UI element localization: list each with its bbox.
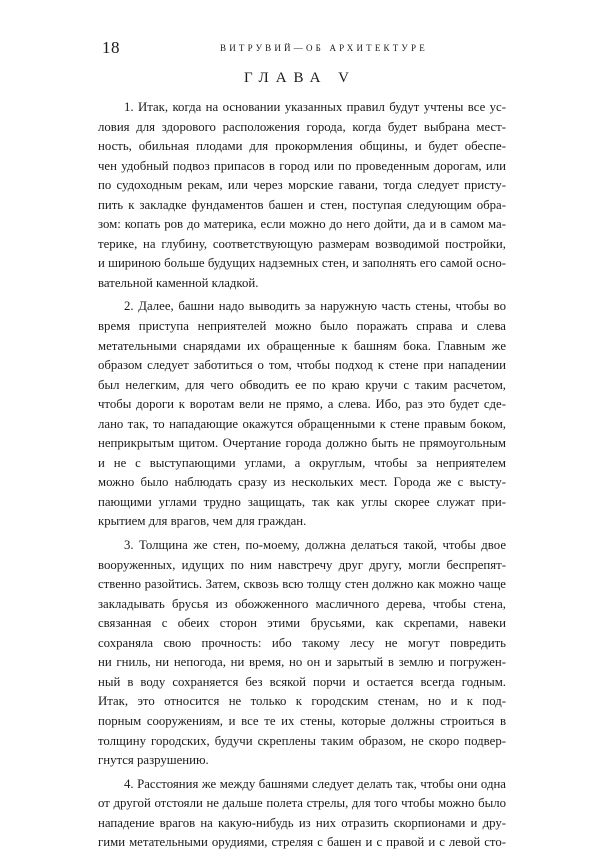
text-line: лано так, то нападающие окажутся обращенными к стене правым боком, [98, 416, 506, 431]
text-line: пающими углами трудно защищать, так как углы скорее служат при- [98, 494, 506, 509]
text-line: толщину городских, будучи скреплены таким образом, не скоро подвер- [98, 733, 506, 748]
text-line: ность, обильная плодами для прокормления общины, и будет обеспе- [98, 139, 506, 154]
text-line: неприкрытым щитом. Очертание города должно быть не прямоугольным [98, 436, 506, 451]
text-line: от другой отстояли не дальше полета стрелы, для того чтобы можно было [98, 796, 506, 811]
text-line: ный в воду сохраняется без всякой порчи и остается всегда годным. [98, 674, 506, 689]
page-number: 18 [102, 38, 120, 57]
text-line: гими метательными орудиями, стреляя с башен и с правой и с левой сто- [98, 835, 506, 850]
text-line: нападение врагов на какую-нибудь из них отразить скорпионами и дру- [98, 815, 506, 830]
text-line: закладывать брусья из обожженного масличного дерева, чтобы стена, [98, 596, 506, 611]
text-line: порным сооружениям, и все те их стены, которые должны строиться в [98, 713, 506, 728]
text-line: вательной каменной кладкой. [98, 275, 259, 290]
text-line: 4. Расстояния же между башнями следует делать так, чтобы они одна [124, 776, 506, 791]
text-line: можно было наблюдать сразу из нескольких мест. Города же с высту- [98, 475, 506, 490]
text-line: гнутся разрушению. [98, 753, 209, 768]
text-line: Итак, это относится не только к городским стенам, но и к под- [98, 694, 506, 709]
text-line: 3. Толщина же стен, по-моему, должна делаться такой, чтобы двое [124, 538, 506, 553]
text-line: 1. Итак, когда на основании указанных правил будут учтены все ус- [124, 100, 506, 114]
text-line: связанная с обеих сторон этими брусьями, как скрепами, навеки [98, 616, 506, 631]
body-text [98, 98, 506, 857]
text-line: ственно разойтись. Затем, сквозь всю толщу стен должно как можно чаще [98, 577, 506, 592]
text-line: терике, на глубину, соответствующую размерам возводимой постройки, [98, 236, 506, 251]
text-line: крытием для врагов, чем для граждан. [98, 514, 307, 529]
text-line: чен удобный подвоз припасов в город или по проведенным дорогам, или [98, 158, 506, 173]
text-line: образом следует заботиться о том, чтобы подход к стене при нападении [98, 358, 506, 373]
paragraph-3 [98, 536, 506, 771]
paragraph-4 [98, 775, 506, 853]
text-line: и не с выступающими углами, а округлым, чтобы за неприятелем [98, 455, 506, 470]
text-line: зом: копать ров до материка, если можно до него дойти, да и в самом ма- [98, 217, 506, 232]
text-line: ловия для здорового расположения города, когда будет выбрана мест- [98, 119, 506, 134]
text-line: 2. Далее, башни надо выводить за наружную часть стены, чтобы во [124, 299, 506, 314]
text-line: и шириною больше будущих надземных стен, и заполнять его самой осно- [98, 256, 506, 271]
running-head: ВИТРУВИЙ—ОБ АРХИТЕКТУРЕ [220, 43, 428, 53]
text-line: время приступа неприятелей можно было поражать справа и слева [98, 319, 506, 334]
text-line: чтобы дороги к воротам вели не прямо, а слева. Ибо, раз это будет сде- [98, 397, 506, 412]
paragraph-1 [98, 98, 506, 293]
text-line: метательными снарядами их обращенные к башням бока. Главным же [98, 338, 506, 353]
chapter-title: ГЛАВА V [243, 70, 357, 86]
paragraph-2 [98, 297, 506, 532]
text-line: вооруженных, идущих по ним навстречу друг другу, могли беспрепят- [98, 557, 506, 572]
text-line: по судоходным рекам, или через морские гавани, тогда следует присту- [98, 178, 506, 193]
text-line: пить к закладке фундаментов башен и стен, поступая следующим обра- [98, 197, 506, 212]
text-line: был нелегким, для чего обводить ее по краю кручи с таким расчетом, [98, 377, 506, 392]
text-line: сохраняла свою прочность: ибо такому лесу не могут повредить [98, 635, 506, 650]
text-line: ни гниль, ни непогода, ни время, но он и зарытый в землю и погружен- [98, 655, 506, 670]
